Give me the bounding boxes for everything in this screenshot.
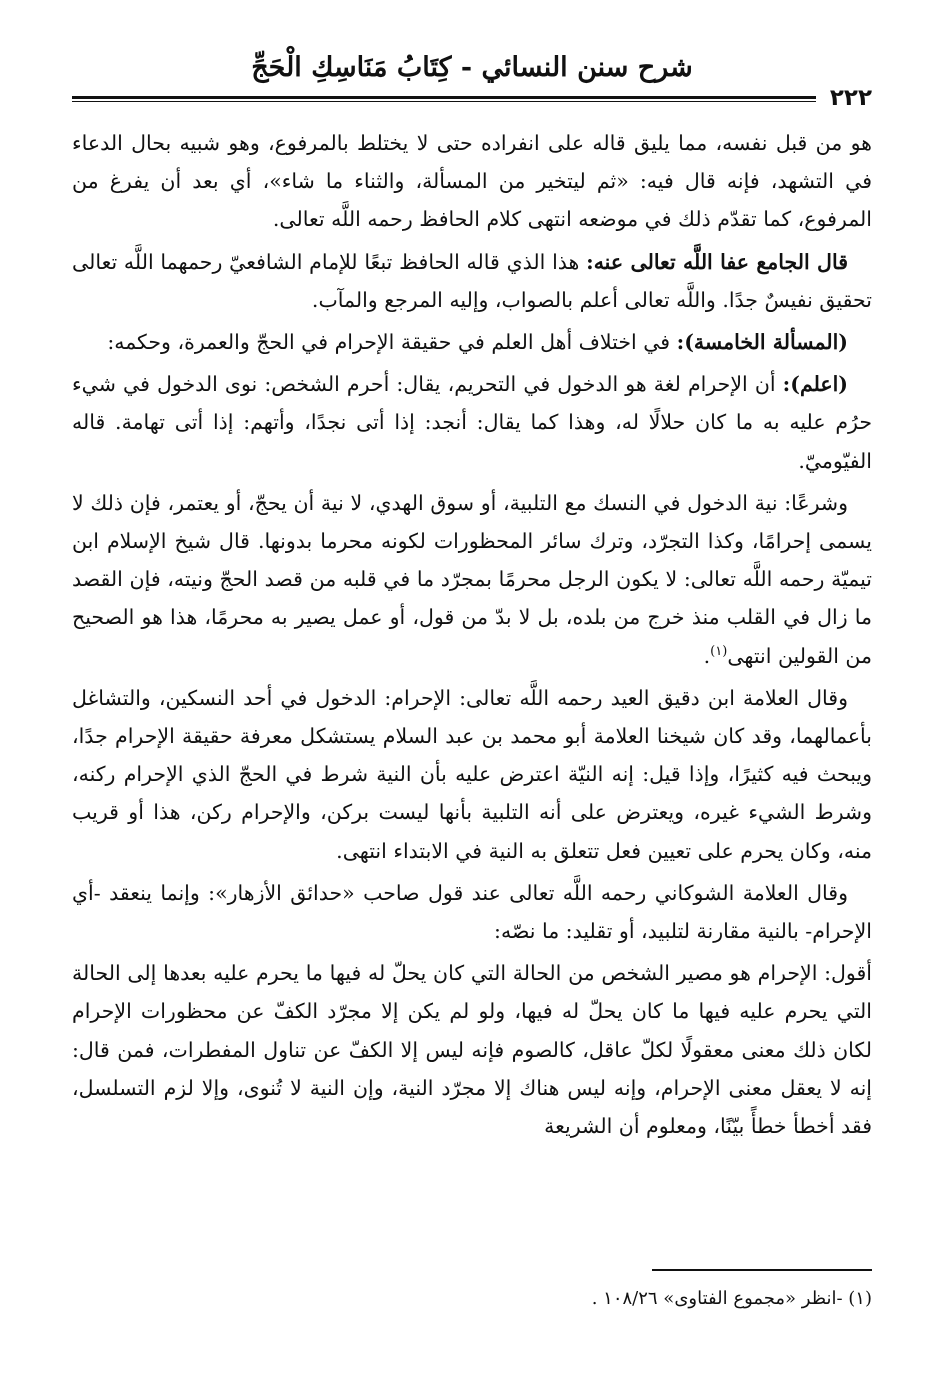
paragraph-text: هو من قبل نفسه، مما يليق قاله على انفراده حتى لا يختلط بالمرفوع، وهو شبيه بحال الدعاء في التشهد، فإنه قال فيه: «ثم ليتخير من المسألة، والثناء ما شاء»، أي بعد أن يفرغ من المرفوع، كما تقدّم ذلك في موضعه انتهى كلام الحافظ رحمه اللَّه تعالى. bbox=[72, 131, 872, 232]
body-text bbox=[72, 124, 872, 1149]
header-rule bbox=[72, 96, 872, 102]
page-number: ٢٢٢ bbox=[816, 85, 872, 111]
running-title: شرح سنن النسائي - كِتَابُ مَنَاسِكِ الْحَجِّ bbox=[251, 52, 693, 83]
paragraph-text: أن الإحرام لغة هو الدخول في التحريم، يقال: أحرم الشخص: نوى الدخول في شيء حرُم عليه به ما كان حلالًا له، وهذا كما يقال: أنجد: إذا أتى نجدًا، وأتهم: إذا أتى تهامة. قاله الفيّوميّ. bbox=[72, 372, 872, 473]
paragraph bbox=[72, 365, 872, 480]
paragraph-text: وقال العلامة ابن دقيق العيد رحمه اللَّه تعالى: الإحرام: الدخول في أحد النسكين، والتشاغل بأعمالهما، وقد كان شيخنا العلامة أبو محمد بن عبد السلام يستشكل معرفة حقيقة الإحرام جدًا، ويبحث فيه كثيرًا، وإذا قيل: إنه النيّة اعترض عليه بأن النية شرط في الحجّ الذي الإحرام ركنه، وشرط الشيء غيره، ويعترض على أنه التلبية بأنها ليست بركن، والإحرام ركن، هذا أو قريب منه، وكان يحرم على تعيين فعل تتعلق به النية في الابتداء انتهى. bbox=[72, 685, 872, 863]
footnote-rule bbox=[652, 1269, 872, 1271]
paragraph-lead: (اعلم): bbox=[782, 372, 848, 397]
footnote: (١) -انظر «مجموع الفتاوى» ١٠٨/٢٦ . bbox=[591, 1288, 872, 1309]
paragraph bbox=[72, 679, 872, 870]
paragraph-text: أقول: الإحرام هو مصير الشخص من الحالة التي كان يحلّ له فيها ما يحرم عليه بعدها إلى الحالة التي يحرم عليه فيها ما كان يحلّ له فيها، ولو لم يكن إلا مجرّد الكفّ عن محظورات الإحرام لكان ذلك معنى معقولًا لكلّ عاقل، كالصوم فإنه ليس إلا الكفّ عن تناول المفطرات، فمن قال: إنه لا يعقل معنى الإحرام، وإنه ليس هناك إلا مجرّد النية، وإن النية لا تُنوى، وإلا لزم التسلسل، فقد أخطأ خطأً بيّنًا، ومعلوم أن الشريعة bbox=[72, 961, 872, 1139]
paragraph-text: في اختلاف أهل العلم في حقيقة الإحرام في الحجّ والعمرة، وحكمه: bbox=[107, 330, 677, 355]
paragraph-text: وقال العلامة الشوكاني رحمه اللَّه تعالى عند قول صاحب «حدائق الأزهار»: وإنما ينعقد -أي الإحرام- بالنية مقارنة لتلبيد، أو تقليد: ما نصّه: bbox=[72, 880, 872, 944]
paragraph bbox=[72, 484, 872, 675]
paragraph-lead: (المسألة الخامسة): bbox=[676, 330, 848, 355]
paragraph bbox=[72, 323, 872, 361]
paragraph-text: وشرعًا: نية الدخول في النسك مع التلبية، أو سوق الهدي، لا نية أن يحجّ، أو يعتمر، فإن ذلك لا يسمى إحرامًا، وكذا التجرّد، وترك سائر المحظورات لكونه محرما بدونها. قال شيخ الإسلام ابن تيميّة رحمه اللَّه تعالى: لا يكون الرجل محرمًا بمجرّد ما في قلبه من قصد الحجّ ونيته، فإن القصد ما زال في القلب منذ خرج من بلده، بل لا بدّ من قول، أو عمل يصير به محرمًا، هذا هو الصحيح من القولين انتهى bbox=[72, 490, 872, 668]
paragraph-lead: قال الجامع عفا اللَّه تعالى عنه: bbox=[586, 249, 848, 274]
book-page bbox=[72, 48, 872, 1348]
paragraph-text: هذا الذي قاله الحافظ تبعًا للإمام الشافعيّ رحمهما اللَّه تعالى تحقيق نفيسٌ جدًا. واللَّه تعالى أعلم بالصواب، وإليه المرجع والمآب. bbox=[72, 249, 872, 312]
paragraph bbox=[72, 243, 872, 319]
footnote-reference: (١) bbox=[710, 643, 728, 659]
paragraph-text-end: . bbox=[703, 643, 711, 668]
paragraph bbox=[72, 954, 872, 1145]
running-header bbox=[72, 48, 872, 111]
paragraph bbox=[72, 874, 872, 950]
paragraph bbox=[72, 124, 872, 239]
